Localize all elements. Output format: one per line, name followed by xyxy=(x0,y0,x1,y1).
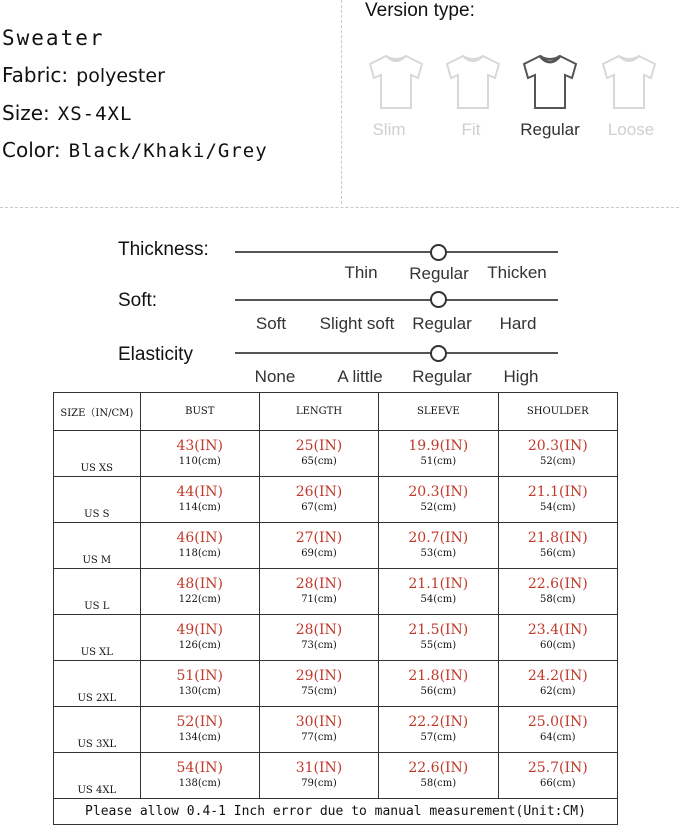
inch-value: 22.2(IN) xyxy=(408,714,469,730)
table-row xyxy=(54,431,618,477)
vertical-divider xyxy=(341,0,342,204)
tshirt-slim-icon xyxy=(364,52,428,112)
elasticity-indicator xyxy=(430,345,447,362)
thickness-label: Thickness: xyxy=(118,239,209,260)
inch-value: 27(IN) xyxy=(295,530,343,546)
bust-cell xyxy=(140,523,259,569)
size-cell: US 2XL xyxy=(54,661,141,707)
size-cell: US XL xyxy=(54,615,141,661)
version-option-slim: Slim xyxy=(372,120,406,139)
thickness-track xyxy=(235,251,558,253)
sleeve-cell xyxy=(379,569,498,615)
elasticity-option-regular: Regular xyxy=(412,367,472,386)
size-cell: US S xyxy=(54,477,141,523)
cm-value: 126(cm) xyxy=(178,640,221,651)
inch-value: 20.3(IN) xyxy=(408,484,469,500)
inch-value: 28(IN) xyxy=(295,622,343,638)
horizontal-divider xyxy=(0,207,679,208)
size-label: Size: xyxy=(2,101,50,125)
table-row xyxy=(54,477,618,523)
shoulder-cell xyxy=(498,707,617,753)
inch-value: 29(IN) xyxy=(295,668,343,684)
cm-value: 57(cm) xyxy=(420,732,457,743)
cm-value: 73(cm) xyxy=(301,640,337,651)
bust-cell xyxy=(140,477,259,523)
cm-value: 62(cm) xyxy=(539,686,576,697)
fabric-row xyxy=(2,63,165,87)
product-title: Sweater xyxy=(2,26,105,50)
bust-cell xyxy=(140,661,259,707)
cm-value: 54(cm) xyxy=(539,502,576,513)
sleeve-cell xyxy=(379,707,498,753)
inch-value: 48(IN) xyxy=(176,576,223,592)
cm-value: 58(cm) xyxy=(539,594,576,605)
size-cell: US M xyxy=(54,523,141,569)
sleeve-cell xyxy=(379,477,498,523)
inch-value: 22.6(IN) xyxy=(408,760,469,776)
table-row xyxy=(54,753,618,799)
inch-value: 25(IN) xyxy=(295,438,343,454)
tshirt-regular-icon xyxy=(518,52,582,112)
table-row xyxy=(54,707,618,753)
inch-value: 21.8(IN) xyxy=(527,530,588,546)
header-bust: BUST xyxy=(140,393,259,431)
header-length: LENGTH xyxy=(259,393,378,431)
soft-option-regular: Regular xyxy=(412,314,472,333)
elasticity-option-none: None xyxy=(254,367,296,386)
inch-value: 22.6(IN) xyxy=(527,576,588,592)
table-row xyxy=(54,615,618,661)
size-cell: US 4XL xyxy=(54,753,141,799)
cm-value: 56(cm) xyxy=(539,548,576,559)
soft-option-slight-soft: Slight soft xyxy=(319,314,395,333)
soft-track xyxy=(235,299,558,301)
cm-value: 52(cm) xyxy=(420,502,457,513)
table-note-row xyxy=(54,799,618,825)
product-info xyxy=(0,0,340,200)
elasticity-label: Elasticity xyxy=(118,344,193,365)
bust-cell xyxy=(140,615,259,661)
bust-cell xyxy=(140,569,259,615)
inch-value: 21.8(IN) xyxy=(408,668,469,684)
length-cell xyxy=(259,661,378,707)
soft-option-hard: Hard xyxy=(499,314,537,333)
cm-value: 138(cm) xyxy=(178,778,221,789)
cm-value: 54(cm) xyxy=(420,594,457,605)
inch-value: 24.2(IN) xyxy=(527,668,588,684)
shoulder-cell xyxy=(498,615,617,661)
measurement-note: Please allow 0.4-1 Inch error due to manual measurement(Unit:CM) xyxy=(54,799,618,825)
size-value: XS-4XL xyxy=(57,103,133,125)
cm-value: 75(cm) xyxy=(301,686,337,697)
length-cell xyxy=(259,569,378,615)
cm-value: 67(cm) xyxy=(301,502,337,513)
thickness-indicator xyxy=(430,244,447,261)
color-label: Color: xyxy=(2,138,61,162)
header-sleeve: SLEEVE xyxy=(379,393,498,431)
cm-value: 110(cm) xyxy=(178,456,221,467)
inch-value: 23.4(IN) xyxy=(527,622,588,638)
cm-value: 130(cm) xyxy=(178,686,221,697)
bust-cell xyxy=(140,707,259,753)
length-cell xyxy=(259,431,378,477)
inch-value: 21.1(IN) xyxy=(408,576,469,592)
soft-indicator xyxy=(430,291,447,308)
inch-value: 19.9(IN) xyxy=(408,438,469,454)
length-cell xyxy=(259,707,378,753)
size-cell: US L xyxy=(54,569,141,615)
inch-value: 26(IN) xyxy=(295,484,343,500)
inch-value: 54(IN) xyxy=(176,760,223,776)
version-type-title: Version type: xyxy=(365,0,475,21)
tshirt-loose-icon xyxy=(597,52,661,112)
cm-value: 134(cm) xyxy=(178,732,221,743)
color-row xyxy=(2,138,268,162)
cm-value: 122(cm) xyxy=(178,594,221,605)
inch-value: 43(IN) xyxy=(176,438,223,454)
length-cell xyxy=(259,523,378,569)
cm-value: 79(cm) xyxy=(301,778,337,789)
cm-value: 71(cm) xyxy=(301,594,337,605)
fabric-value: polyester xyxy=(76,65,165,87)
fabric-label: Fabric: xyxy=(2,63,69,87)
sleeve-cell xyxy=(379,431,498,477)
cm-value: 118(cm) xyxy=(178,548,221,559)
sleeve-cell xyxy=(379,753,498,799)
shoulder-cell xyxy=(498,569,617,615)
inch-value: 25.7(IN) xyxy=(527,760,588,776)
inch-value: 25.0(IN) xyxy=(527,714,588,730)
inch-value: 44(IN) xyxy=(176,484,223,500)
length-cell xyxy=(259,753,378,799)
elasticity-option-high: High xyxy=(503,367,539,386)
shoulder-cell xyxy=(498,523,617,569)
size-chart-table xyxy=(53,392,618,825)
bust-cell xyxy=(140,753,259,799)
shoulder-cell xyxy=(498,661,617,707)
cm-value: 65(cm) xyxy=(301,456,337,467)
thickness-option-regular: Regular xyxy=(409,264,469,283)
inch-value: 49(IN) xyxy=(176,622,223,638)
inch-value: 51(IN) xyxy=(176,668,223,684)
size-cell: US XS xyxy=(54,431,141,477)
cm-value: 77(cm) xyxy=(301,732,337,743)
length-cell xyxy=(259,615,378,661)
shoulder-cell xyxy=(498,477,617,523)
table-row xyxy=(54,661,618,707)
inch-value: 52(IN) xyxy=(176,714,223,730)
size-cell: US 3XL xyxy=(54,707,141,753)
elasticity-track xyxy=(235,352,558,354)
cm-value: 69(cm) xyxy=(301,548,337,559)
version-option-regular: Regular xyxy=(520,120,580,139)
soft-label: Soft: xyxy=(118,290,158,311)
inch-value: 31(IN) xyxy=(295,760,343,776)
inch-value: 21.1(IN) xyxy=(527,484,588,500)
inch-value: 46(IN) xyxy=(176,530,223,546)
cm-value: 55(cm) xyxy=(420,640,457,651)
inch-value: 28(IN) xyxy=(295,576,343,592)
thickness-option-thin: Thin xyxy=(344,263,378,282)
sleeve-cell xyxy=(379,661,498,707)
size-row xyxy=(2,101,132,125)
cm-value: 114(cm) xyxy=(178,502,221,513)
version-option-fit: Fit xyxy=(461,120,481,139)
tshirt-fit-icon xyxy=(441,52,505,112)
thickness-option-thicken: Thicken xyxy=(487,263,547,282)
cm-value: 66(cm) xyxy=(539,778,576,789)
sleeve-cell xyxy=(379,523,498,569)
header-shoulder: SHOULDER xyxy=(498,393,617,431)
color-value: Black/Khaki/Grey xyxy=(68,140,268,162)
cm-value: 58(cm) xyxy=(420,778,457,789)
soft-option-soft: Soft xyxy=(255,314,287,333)
cm-value: 52(cm) xyxy=(539,456,576,467)
sleeve-cell xyxy=(379,615,498,661)
cm-value: 60(cm) xyxy=(539,640,576,651)
cm-value: 64(cm) xyxy=(539,732,576,743)
table-header-row xyxy=(54,393,618,431)
table-row xyxy=(54,569,618,615)
inch-value: 20.3(IN) xyxy=(527,438,588,454)
table-row xyxy=(54,523,618,569)
inch-value: 21.5(IN) xyxy=(408,622,469,638)
shoulder-cell xyxy=(498,431,617,477)
length-cell xyxy=(259,477,378,523)
cm-value: 56(cm) xyxy=(420,686,457,697)
inch-value: 30(IN) xyxy=(295,714,343,730)
elasticity-option-a-little: A little xyxy=(337,367,383,386)
version-option-loose: Loose xyxy=(607,120,655,139)
bust-cell xyxy=(140,431,259,477)
inch-value: 20.7(IN) xyxy=(408,530,469,546)
cm-value: 53(cm) xyxy=(420,548,457,559)
shoulder-cell xyxy=(498,753,617,799)
cm-value: 51(cm) xyxy=(420,456,457,467)
header-size: SIZE（IN/CM) xyxy=(54,393,141,431)
